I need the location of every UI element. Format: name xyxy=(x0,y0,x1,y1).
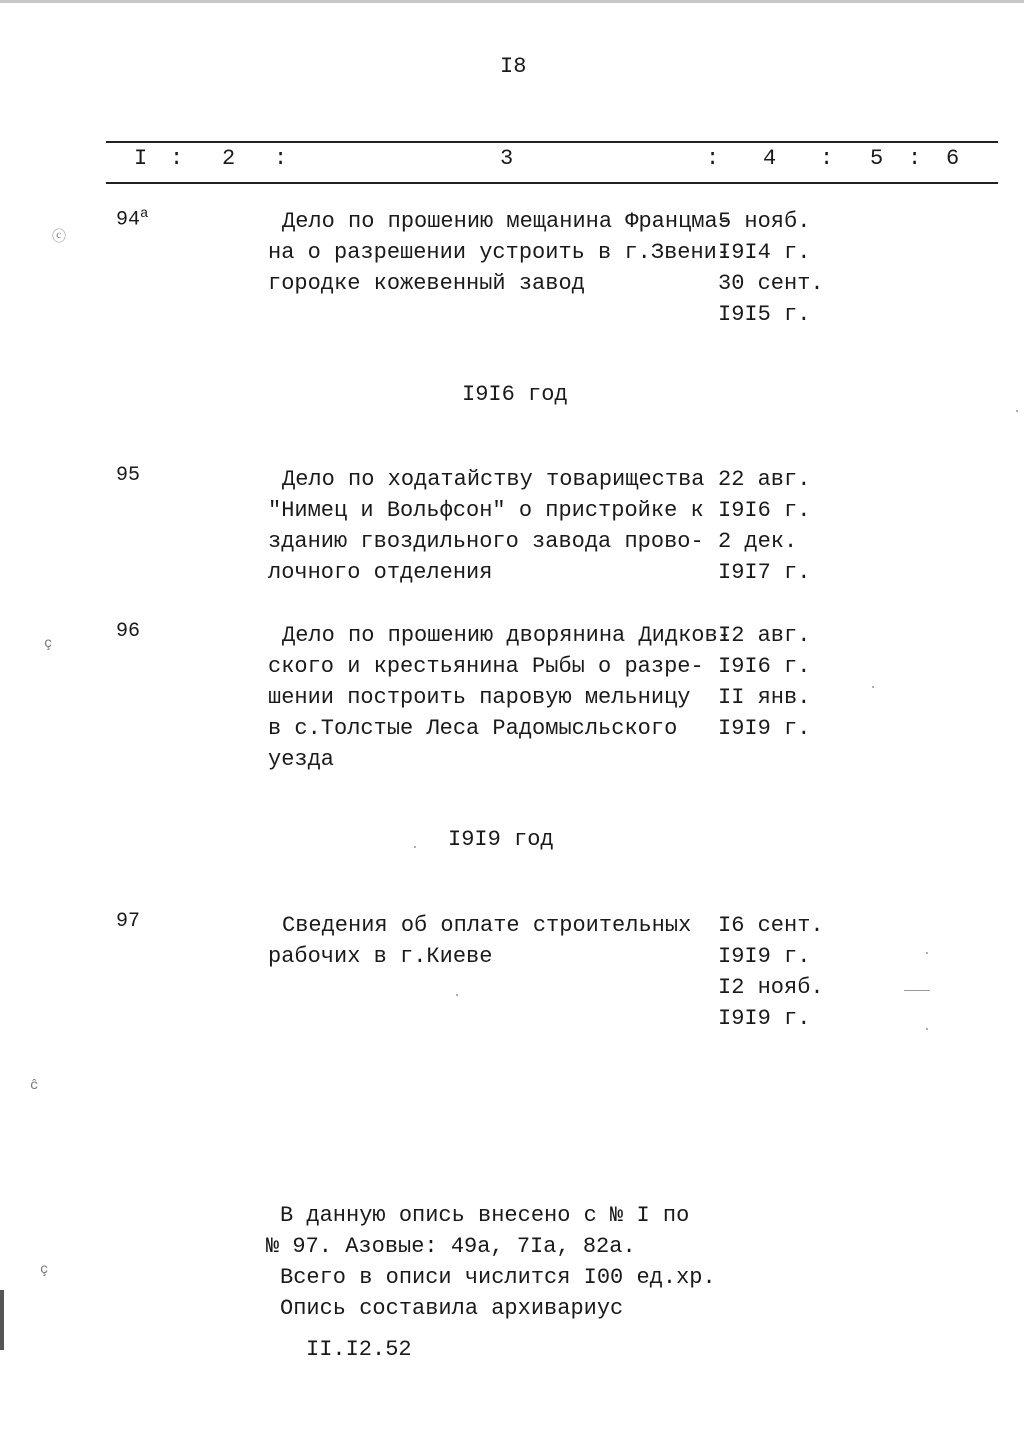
binder-hole-mark: ç xyxy=(44,636,53,652)
col-5-header: 5 xyxy=(870,146,884,171)
col-6-header: 6 xyxy=(946,146,960,171)
year-heading: I9I6 год xyxy=(462,382,568,407)
record-number: $94^а$ xyxy=(116,206,149,232)
year-heading: I9I9 год xyxy=(448,827,554,852)
record-description-line: рабочих в г.Киеве xyxy=(268,944,493,969)
record-suffix: а xyxy=(140,206,149,222)
col-sep: : xyxy=(820,146,834,171)
scan-speck xyxy=(414,846,416,848)
record-date: I9I5 г. xyxy=(718,302,811,327)
record-date: I9I9 г. xyxy=(718,944,811,969)
scan-speck xyxy=(926,1028,928,1030)
binder-hole-mark: ⓒ xyxy=(52,230,66,246)
header-bottom-rule xyxy=(106,182,998,184)
col-sep: : xyxy=(274,146,288,171)
col-sep: : xyxy=(908,146,922,171)
record-date: 2 дек. xyxy=(718,529,798,554)
record-date: I9I6 г. xyxy=(718,654,811,679)
scan-speck xyxy=(456,994,458,996)
scan-speck xyxy=(926,952,928,954)
page-number: I8 xyxy=(500,54,527,79)
col-sep: : xyxy=(706,146,720,171)
record-description-line: ского и крестьянина Рыбы о разре- xyxy=(268,654,704,679)
col-sep: : xyxy=(170,146,184,171)
record-number: 96 xyxy=(116,620,141,643)
scan-edge xyxy=(0,0,1024,3)
record-date: I9I9 г. xyxy=(718,716,811,741)
col-4-header: 4 xyxy=(763,146,777,171)
scan-speck xyxy=(872,686,874,688)
record-date: 30 сент. xyxy=(718,271,824,296)
record-number: 97 xyxy=(116,910,141,933)
footer-line: В данную опись внесено с № I по xyxy=(280,1203,690,1228)
record-date: I9I6 г. xyxy=(718,498,811,523)
binder-hole-mark: ç xyxy=(40,1262,49,1278)
record-date: I6 сент. xyxy=(718,913,824,938)
record-date: I2 нояб. xyxy=(718,975,824,1000)
record-date: I9I9 г. xyxy=(718,1006,811,1031)
record-description-line: зданию гвоздильного завода прово- xyxy=(268,529,704,554)
col-3-header: 3 xyxy=(500,146,514,171)
record-date: 5 нояб. xyxy=(718,209,811,234)
record-date: 22 авг. xyxy=(718,467,811,492)
footer-line: Всего в описи числится I00 ед.хр. xyxy=(280,1265,716,1290)
record-description-line: лочного отделения xyxy=(268,560,493,585)
binder-hole-mark: ĉ xyxy=(30,1078,39,1094)
record-number: 95 xyxy=(116,464,141,487)
record-description-line: на о разрешении устроить в г.Звени- xyxy=(268,240,731,265)
footer-line: Опись составила архивариус xyxy=(280,1296,624,1321)
col-2-header: 2 xyxy=(222,146,236,171)
record-description-line: Дело по прошению дворянина Дидков- xyxy=(282,623,731,648)
record-description-line: шении построить паровую мельницу xyxy=(268,685,691,710)
scan-speck xyxy=(1016,410,1018,412)
footer-date: II.I2.52 xyxy=(306,1337,412,1362)
binder-mark xyxy=(0,1290,4,1350)
header-top-rule xyxy=(106,141,998,143)
col-1-header: I xyxy=(134,146,148,171)
footer-line: № 97. Азовые: 49а, 7Iа, 82а. xyxy=(266,1234,636,1259)
record-description-line: в с.Толстые Леса Радомысльского xyxy=(268,716,678,741)
record-date: II янв. xyxy=(718,685,811,710)
record-description-line: уезда xyxy=(268,747,335,772)
record-date: I2 авг. xyxy=(718,623,811,648)
record-description-line: городке кожевенный завод xyxy=(268,271,585,296)
scan-speck xyxy=(904,990,930,991)
record-description-line: Дело по прошению мещанина Францма- xyxy=(282,209,731,234)
record-description-line: "Нимец и Вольфсон" о пристройке к xyxy=(268,498,704,523)
record-date: I9I4 г. xyxy=(718,240,811,265)
record-date: I9I7 г. xyxy=(718,560,811,585)
record-description-line: Сведения об оплате строительных xyxy=(282,913,692,938)
record-description-line: Дело по ходатайству товарищества xyxy=(282,467,705,492)
